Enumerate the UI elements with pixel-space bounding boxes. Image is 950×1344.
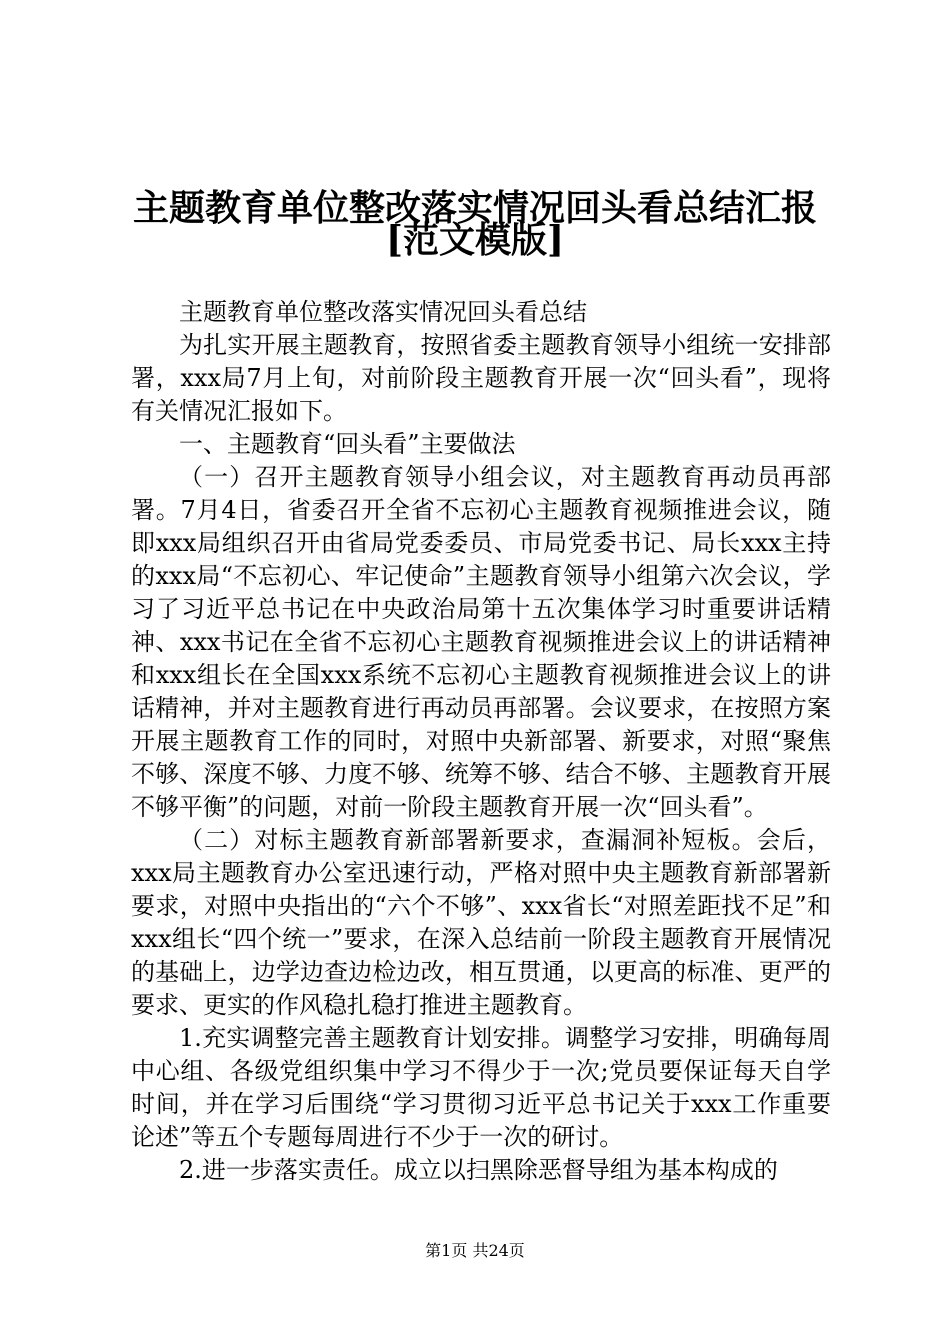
document-body — [131, 296, 831, 1187]
document-title: 主题教育单位整改落实情况回头看总结汇报 — [132, 187, 817, 229]
section-heading: 一、主题教育“回头看”主要做法 — [179, 430, 516, 458]
document-subtitle: 主题教育单位整改落实情况回头看总结 — [179, 298, 587, 326]
paragraph-item-1: （一）召开主题教育领导小组会议，对主题教育再动员再部署。7月4日，省委召开全省不忘初心主题教育视频推进会议，随即xxx局组织召开由省局党委委员、市局党委书记、局长xxx主持的xxx局“不忘初心、牢记使命”主题教育领导小组第六次会议，学习了习近平总书记在中央政治局第十五次集体学习时重要讲话精神、xxx书记在全省不忘初心主题教育视频推进会议上的讲话精神和xxx组长在全国xxx系统不忘初心主题教育视频推进会议上的讲话精神，并对主题教育进行再动员再部署。会议要求，在按照方案开展主题教育工作的同时，对照中央新部署、新要求，对照“聚焦不够、深度不够、力度不够、统筹不够、结合不够、主题教育开展不够平衡”的问题，对前一阶段主题教育开展一次“回头看”。 — [131, 463, 831, 821]
paragraph-point-2: 2.进一步落实责任。成立以扫黑除恶督导组为基本构成的 — [179, 1156, 778, 1184]
page-footer: 第1页 共24页 — [425, 1241, 525, 1260]
document-title-tag: [范文模版] — [385, 219, 565, 261]
paragraph-point-1: 1.充实调整完善主题教育计划安排。调整学习安排，明确每周中心组、各级党组织集中学习不得少于一次;党员要保证每天自学时间，并在学习后围绕“学习贯彻习近平总书记关于xxx工作重要论述”等五个专题每周进行不少于一次的研讨。 — [131, 1024, 831, 1151]
intro-paragraph: 为扎实开展主题教育，按照省委主题教育领导小组统一安排部署，xxx局7月上旬，对前阶段主题教育开展一次“回头看”，现将有关情况汇报如下。 — [131, 331, 831, 425]
paragraph-item-2: （二）对标主题教育新部署新要求，查漏洞补短板。会后，xxx局主题教育办公室迅速行动，严格对照中央主题教育新部署新要求，对照中央指出的“六个不够”、xxx省长“对照差距找不足”和xxx组长“四个统一”要求，在深入总结前一阶段主题教育开展情况的基础上，边学边查边检边改，相互贯通，以更高的标准、更严的要求、更实的作风稳扎稳打推进主题教育。 — [131, 826, 831, 1019]
